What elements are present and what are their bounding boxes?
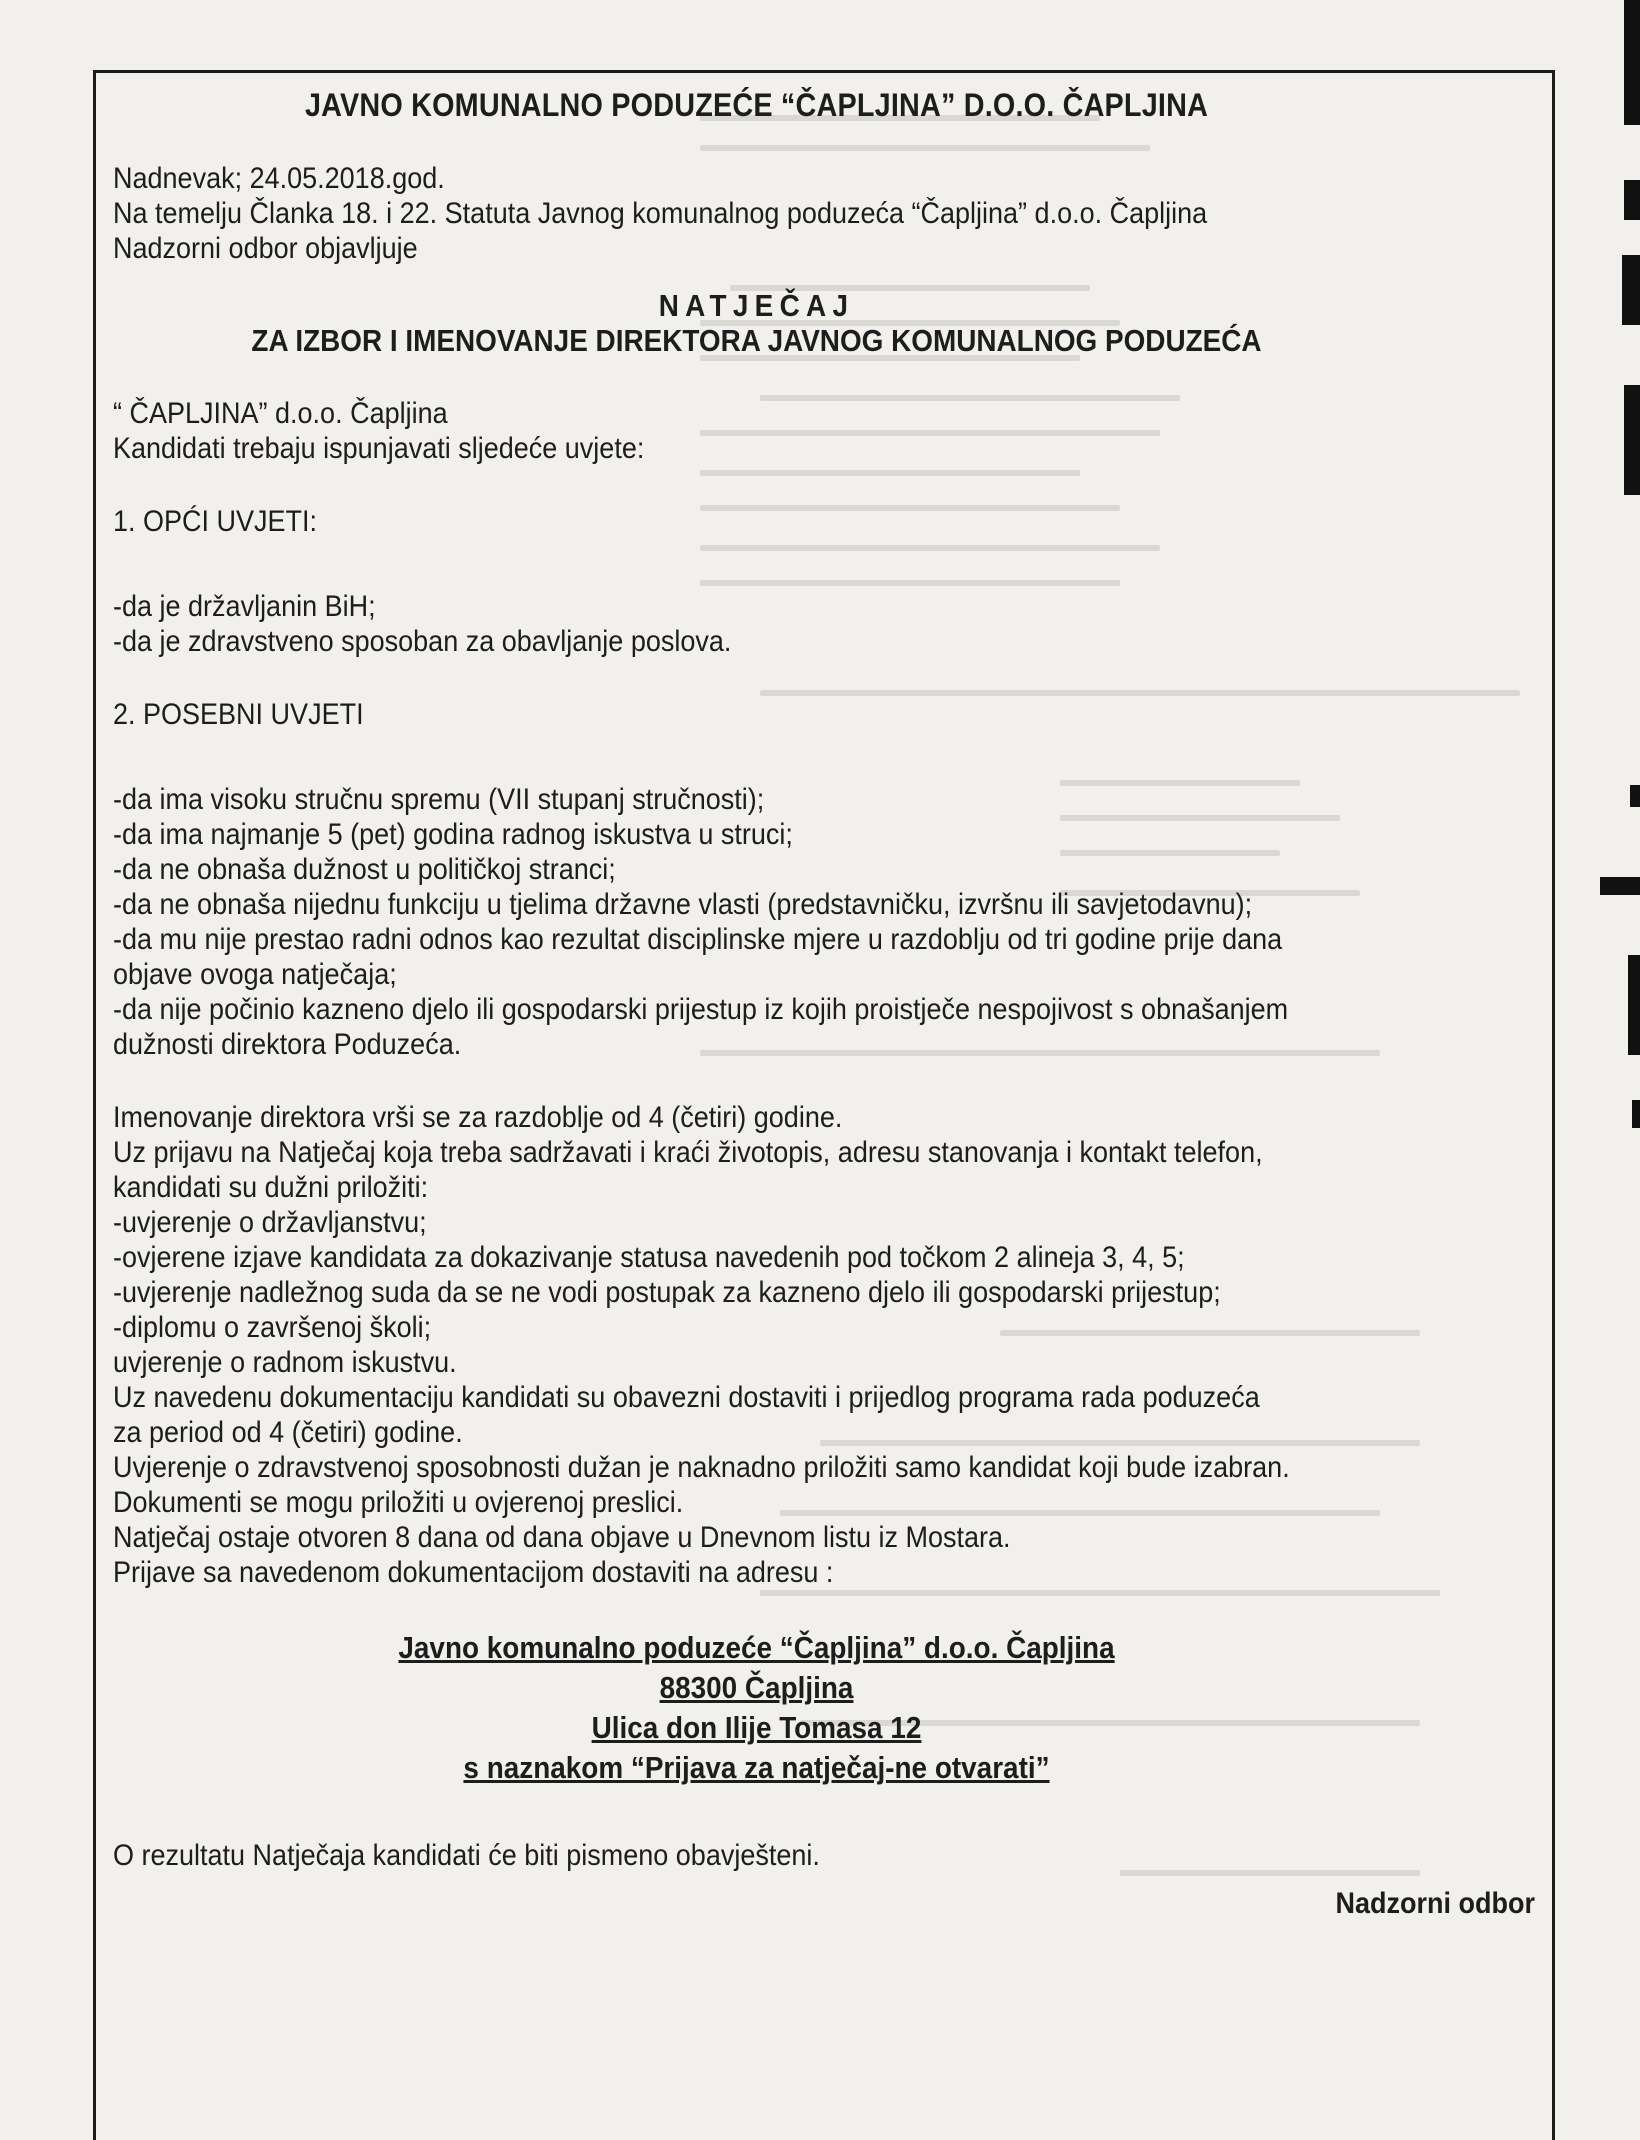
details-line: kandidati su dužni priložiti: xyxy=(113,1171,429,1204)
list-item: -da ne obnaša nijednu funkciju u tjelima državne vlasti (predstavničku, izvršnu ili savjetodavnu); xyxy=(113,888,1253,921)
details-line: -uvjerenje nadležnog suda da se ne vodi postupak za kazneno djelo ili gospodarski prijestup; xyxy=(113,1276,1221,1309)
details-line: Prijave sa navedenom dokumentacijom dostaviti na adresu : xyxy=(113,1556,834,1589)
details-line: Imenovanje direktora vrši se za razdoblje od 4 (četiri) godine. xyxy=(113,1101,843,1134)
notice-title: NATJEČAJ xyxy=(658,288,855,323)
details-line: -uvjerenje o državljanstvu; xyxy=(113,1206,427,1239)
list-item: objave ovoga natječaja; xyxy=(113,958,397,991)
details-line: Uz prijavu na Natječaj koja treba sadržavati i kraći životopis, adresu stanovanja i kontakt telefon, xyxy=(113,1136,1263,1169)
special-conditions-heading: 2. POSEBNI UVJETI xyxy=(113,698,364,731)
details-line: Natječaj ostaje otvoren 8 dana od dana objave u Dnevnom listu iz Mostara. xyxy=(113,1521,1011,1554)
list-item: -da nije počinio kazneno djelo ili gospodarski prijestup iz kojih proistječe nespojivost s obnašanjem xyxy=(113,993,1289,1026)
address-company: Javno komunalno poduzeće “Čapljina” d.o.o. Čapljina xyxy=(398,1630,1115,1665)
conditions-intro: Kandidati trebaju ispunjavati sljedeće uvjete: xyxy=(113,432,645,465)
company-header: JAVNO KOMUNALNO PODUZEĆE “ČAPLJINA” D.O.O. ČAPLJINA xyxy=(304,87,1209,123)
list-item: -da ne obnaša dužnost u političkoj stranci; xyxy=(113,853,616,886)
notice-content xyxy=(113,87,1535,1920)
list-item: dužnosti direktora Poduzeća. xyxy=(113,1028,462,1061)
list-item: -da je zdravstveno sposoban za obavljanje poslova. xyxy=(113,625,732,658)
address-note: s naznakom “Prijava za natječaj-ne otvarati” xyxy=(463,1750,1050,1785)
list-item: -da je državljanin BiH; xyxy=(113,590,376,623)
company-name-line: “ ČAPLJINA” d.o.o. Čapljina xyxy=(113,397,448,430)
notice-subtitle: ZA IZBOR I IMENOVANJE DIREKTORA JAVNOG KOMUNALNOG PODUZEĆA xyxy=(251,323,1262,358)
list-item: -da ima najmanje 5 (pet) godina radnog iskustva u struci; xyxy=(113,818,793,851)
legal-basis-line: Na temelju Članka 18. i 22. Statuta Javnog komunalnog poduzeća “Čapljina” d.o.o. Čapljina xyxy=(113,197,1208,230)
details-line: Dokumenti se mogu priložiti u ovjerenoj preslici. xyxy=(113,1486,684,1519)
details-line: Uvjerenje o zdravstvenoj sposobnosti dužan je naknadno priložiti samo kandidat koji bude izabran. xyxy=(113,1451,1290,1484)
details-line: Uz navedenu dokumentaciju kandidati su obavezni dostaviti i prijedlog programa rada poduzeća xyxy=(113,1381,1260,1414)
address-street: Ulica don Ilije Tomasa 12 xyxy=(591,1710,922,1745)
list-item: -da mu nije prestao radni odnos kao rezultat disciplinske mjere u razdoblju od tri godine prije dana xyxy=(113,923,1283,956)
address-postcode: 88300 Čapljina xyxy=(659,1670,854,1705)
details-line: uvjerenje o radnom iskustvu. xyxy=(113,1346,457,1379)
publisher-line: Nadzorni odbor objavljuje xyxy=(113,232,418,265)
details-line: -diplomu o završenoj školi; xyxy=(113,1311,432,1344)
details-line: za period od 4 (četiri) godine. xyxy=(113,1416,463,1449)
date-line: Nadnevak; 24.05.2018.god. xyxy=(113,162,445,195)
details-line: -ovjerene izjave kandidata za dokazivanje statusa navedenih pod točkom 2 alineja 3, 4, 5; xyxy=(113,1241,1185,1274)
list-item: -da ima visoku stručnu spremu (VII stupanj stručnosti); xyxy=(113,783,765,816)
closing-line: O rezultatu Natječaja kandidati će biti pismeno obavješteni. xyxy=(113,1839,820,1872)
general-conditions-heading: 1. OPĆI UVJETI: xyxy=(113,505,318,538)
signature: Nadzorni odbor xyxy=(1335,1887,1535,1920)
